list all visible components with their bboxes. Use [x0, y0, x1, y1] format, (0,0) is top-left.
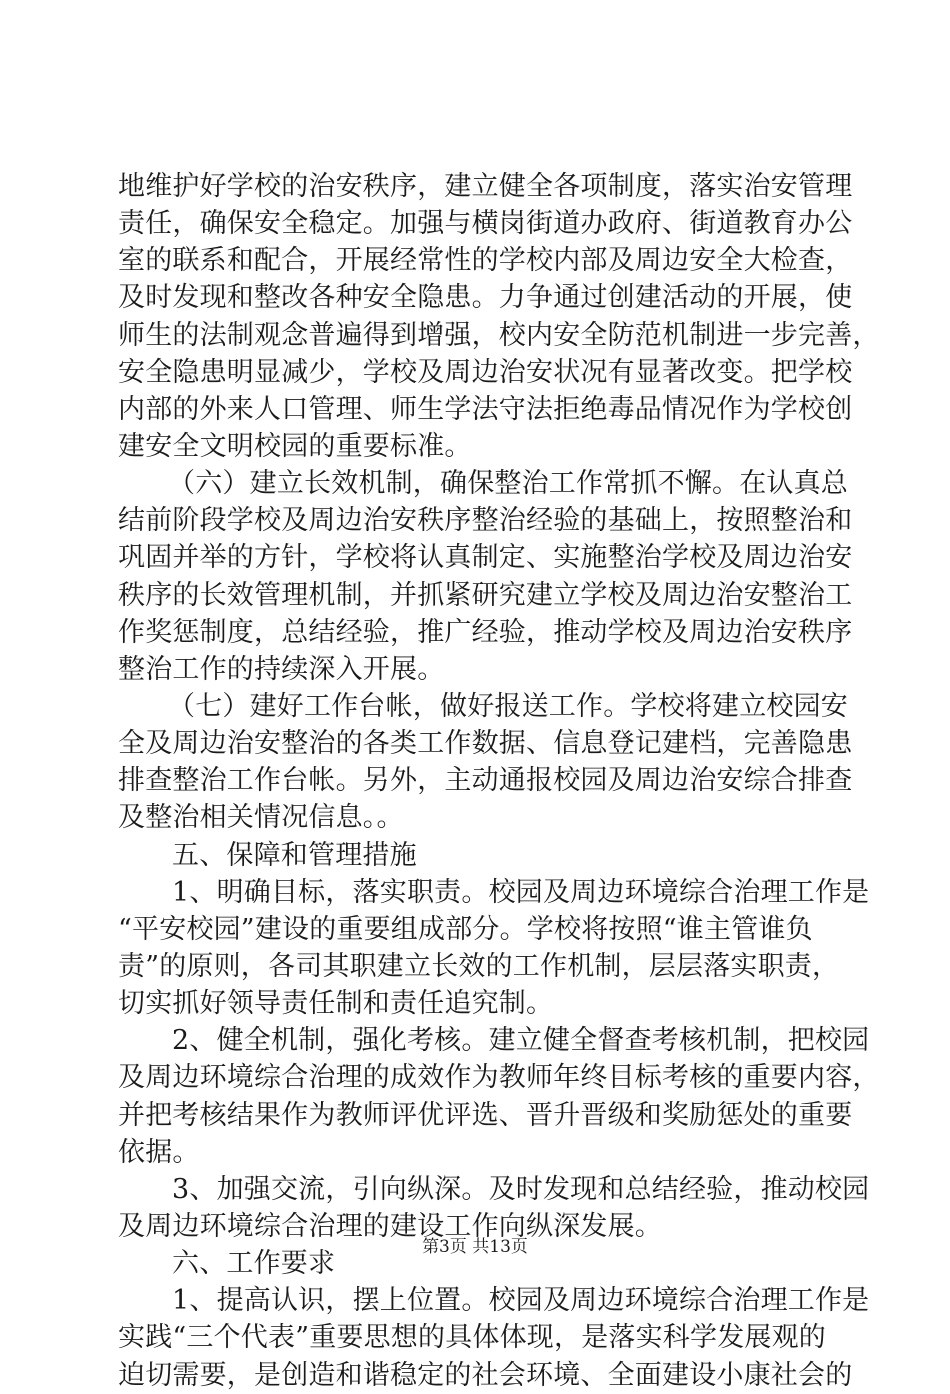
- text-line: “平安校园”建设的重要组成部分。学校将按照“谁主管谁负: [118, 913, 813, 945]
- text-line: 及周边环境综合治理的建设工作向纵深发展。: [118, 1210, 662, 1242]
- text-line: 师生的法制观念普遍得到增强，校内安全防范机制进一步完善，: [118, 319, 880, 351]
- text-line: 迫切需要，是创造和谐稳定的社会环境、全面建设小康社会的: [118, 1359, 853, 1391]
- text-line: 秩序的长效管理机制，并抓紧研究建立学校及周边治安整治工: [118, 579, 853, 611]
- text-line: 地维护好学校的治安秩序，建立健全各项制度，落实治安管理: [118, 171, 853, 202]
- text-line: 建安全文明校园的重要标准。: [118, 430, 472, 462]
- text-line: 室的联系和配合，开展经常性的学校内部及周边安全大检查，: [118, 245, 853, 277]
- text-line: 1、明确目标，落实职责。校园及周边环境综合治理工作是: [172, 876, 870, 908]
- text-line: 并把考核结果作为教师评优评选、晋升晋级和奖励惩处的重要: [118, 1099, 853, 1131]
- text-line: 依据。: [118, 1136, 200, 1168]
- page-number: 第3页 共13页: [422, 1237, 528, 1257]
- section-heading: 五、保障和管理措施: [172, 839, 417, 871]
- text-line: 全及周边治安整治的各类工作数据、信息登记建档，完善隐患: [118, 728, 853, 760]
- text-line: 及周边环境综合治理的成效作为教师年终目标考核的重要内容，: [118, 1062, 880, 1094]
- text-line: 1、提高认识，摆上位置。校园及周边环境综合治理工作是: [172, 1285, 870, 1317]
- text-line: 责”的原则，各司其职建立长效的工作机制，层层落实职责，: [118, 950, 840, 982]
- text-line: （六）建立长效机制，确保整治工作常抓不懈。在认真总: [168, 468, 848, 500]
- text-line: 3、加强交流，引向纵深。及时发现和总结经验，推动校园: [172, 1173, 870, 1205]
- text-line: 内部的外来人口管理、师生学法守法拒绝毒品情况作为学校创: [118, 393, 853, 425]
- text-line: 巩固并举的方针，学校将认真制定、实施整治学校及周边治安: [118, 542, 853, 574]
- document-body: [118, 168, 880, 1394]
- text-line: 作奖惩制度，总结经验，推广经验，推动学校及周边治安秩序: [118, 616, 853, 648]
- text-line: （七）建好工作台帐，做好报送工作。学校将建立校园安: [168, 690, 848, 722]
- section-heading: 六、工作要求: [172, 1248, 336, 1280]
- text-line: 实践“三个代表”重要思想的具体体现，是落实科学发展观的: [118, 1322, 827, 1354]
- text-line: 切实抓好领导责任制和责任追究制。: [118, 988, 554, 1020]
- text-line: 2、健全机制，强化考核。建立健全督查考核机制，把校园: [172, 1025, 870, 1057]
- text-line: 及整治相关情况信息。。: [118, 802, 404, 834]
- text-line: 整治工作的持续深入开展。: [118, 653, 445, 685]
- text-line: 结前阶段学校及周边治安秩序整治经验的基础上，按照整治和: [118, 505, 853, 537]
- text-line: 安全隐患明显减少，学校及周边治安状况有显著改变。把学校: [118, 356, 853, 388]
- text-line: 及时发现和整改各种安全隐患。力争通过创建活动的开展，使: [118, 282, 853, 314]
- text-line: 排查整治工作台帐。另外，主动通报校园及周边治安综合排查: [118, 765, 853, 797]
- text-line: 责任，确保安全稳定。加强与横岗街道办政府、街道教育办公: [118, 208, 853, 240]
